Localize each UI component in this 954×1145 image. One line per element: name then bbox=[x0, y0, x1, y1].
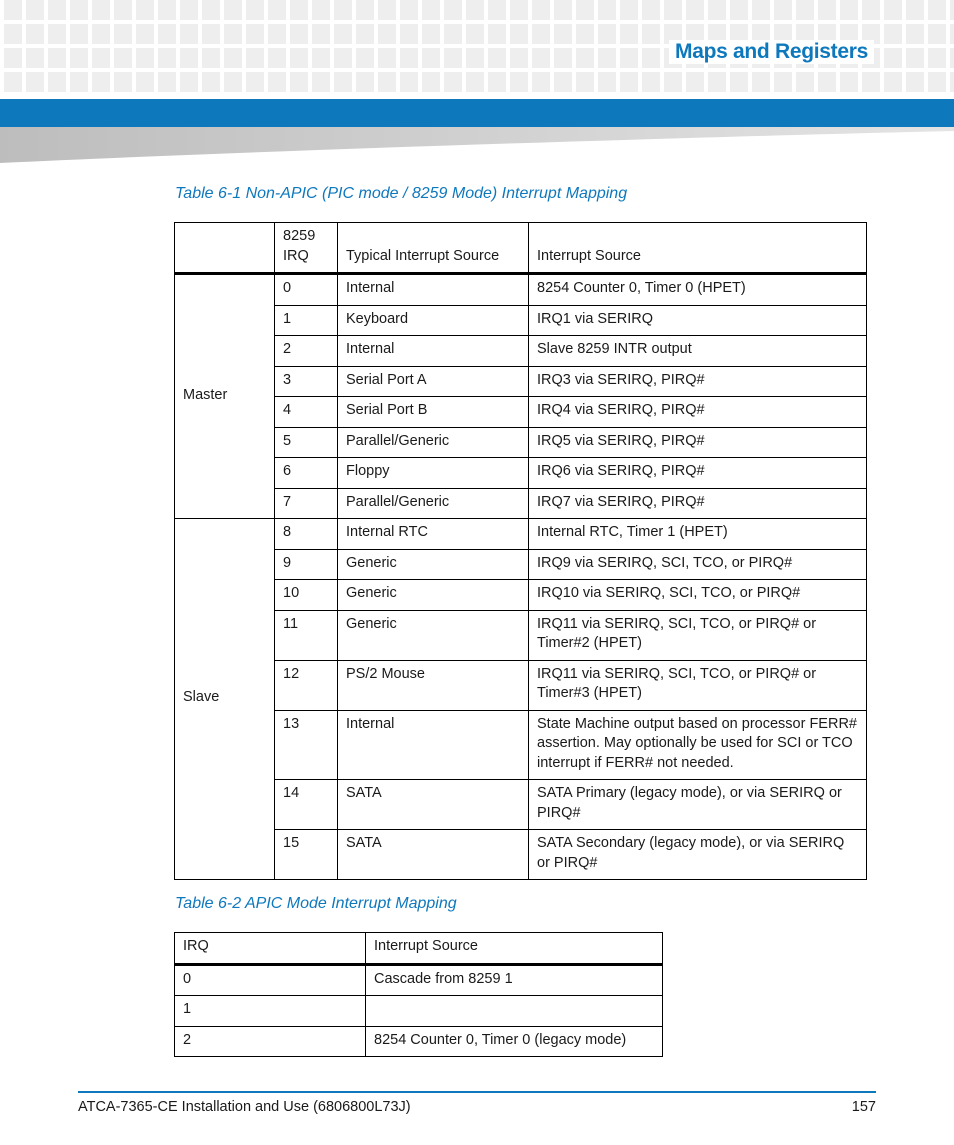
table-row bbox=[175, 580, 867, 611]
typical-source-cell: Internal RTC bbox=[338, 519, 529, 550]
group-cell-slave: Slave bbox=[175, 519, 275, 880]
table-header-row bbox=[175, 933, 663, 965]
table-row bbox=[175, 780, 867, 830]
typical-source-cell: SATA bbox=[338, 780, 529, 830]
table-row bbox=[175, 996, 663, 1027]
table-row bbox=[175, 830, 867, 880]
source-cell: IRQ5 via SERIRQ, PIRQ# bbox=[529, 427, 867, 458]
table-row bbox=[175, 549, 867, 580]
source-cell: 8254 Counter 0, Timer 0 (legacy mode) bbox=[366, 1026, 663, 1057]
table-row bbox=[175, 305, 867, 336]
header-band bbox=[0, 99, 954, 127]
irq-cell: 13 bbox=[275, 710, 338, 780]
source-cell: 8254 Counter 0, Timer 0 (HPET) bbox=[529, 274, 867, 306]
table-row bbox=[175, 274, 867, 306]
apic-mapping-table bbox=[174, 932, 663, 1057]
typical-source-cell: SATA bbox=[338, 830, 529, 880]
table-row bbox=[175, 397, 867, 428]
source-cell: IRQ9 via SERIRQ, SCI, TCO, or PIRQ# bbox=[529, 549, 867, 580]
irq-cell: 14 bbox=[275, 780, 338, 830]
table-row bbox=[175, 488, 867, 519]
table-row bbox=[175, 458, 867, 489]
header-swoosh bbox=[0, 127, 954, 165]
page-section-title: Maps and Registers bbox=[669, 40, 874, 64]
typical-source-cell: Floppy bbox=[338, 458, 529, 489]
source-cell: SATA Secondary (legacy mode), or via SERIRQ or PIRQ# bbox=[529, 830, 867, 880]
table-row bbox=[175, 366, 867, 397]
table-row bbox=[175, 1026, 663, 1057]
irq-cell: 1 bbox=[175, 996, 366, 1027]
column-header bbox=[175, 223, 275, 274]
footer-doc-title: ATCA-7365-CE Installation and Use (6806800L73J) bbox=[78, 1099, 411, 1115]
table-row bbox=[175, 336, 867, 367]
table1-caption: Table 6-1 Non-APIC (PIC mode / 8259 Mode) Interrupt Mapping bbox=[175, 185, 628, 202]
irq-cell: 9 bbox=[275, 549, 338, 580]
typical-source-cell: Internal bbox=[338, 336, 529, 367]
source-cell: Slave 8259 INTR output bbox=[529, 336, 867, 367]
typical-source-cell: Serial Port B bbox=[338, 397, 529, 428]
typical-source-cell: Generic bbox=[338, 580, 529, 611]
irq-cell: 8 bbox=[275, 519, 338, 550]
table2-caption: Table 6-2 APIC Mode Interrupt Mapping bbox=[175, 895, 457, 912]
source-cell: IRQ7 via SERIRQ, PIRQ# bbox=[529, 488, 867, 519]
column-header: IRQ bbox=[175, 933, 366, 965]
typical-source-cell: Parallel/Generic bbox=[338, 488, 529, 519]
footer-divider bbox=[78, 1091, 876, 1093]
source-cell: IRQ4 via SERIRQ, PIRQ# bbox=[529, 397, 867, 428]
typical-source-cell: PS/2 Mouse bbox=[338, 660, 529, 710]
table-row bbox=[175, 519, 867, 550]
column-header: Interrupt Source bbox=[366, 933, 663, 965]
table-header-row bbox=[175, 223, 867, 274]
source-cell: Internal RTC, Timer 1 (HPET) bbox=[529, 519, 867, 550]
irq-cell: 4 bbox=[275, 397, 338, 428]
column-header: Interrupt Source bbox=[529, 223, 867, 274]
group-cell-master: Master bbox=[175, 274, 275, 519]
source-cell: IRQ10 via SERIRQ, SCI, TCO, or PIRQ# bbox=[529, 580, 867, 611]
irq-cell: 2 bbox=[275, 336, 338, 367]
table-row bbox=[175, 710, 867, 780]
source-cell: IRQ11 via SERIRQ, SCI, TCO, or PIRQ# or Timer#3 (HPET) bbox=[529, 660, 867, 710]
source-cell: IRQ11 via SERIRQ, SCI, TCO, or PIRQ# or Timer#2 (HPET) bbox=[529, 610, 867, 660]
source-cell: IRQ6 via SERIRQ, PIRQ# bbox=[529, 458, 867, 489]
irq-cell: 5 bbox=[275, 427, 338, 458]
source-cell: State Machine output based on processor FERR# assertion. May optionally be used for SCI or TCO interrupt if FERR# not needed. bbox=[529, 710, 867, 780]
irq-cell: 11 bbox=[275, 610, 338, 660]
table-row bbox=[175, 660, 867, 710]
typical-source-cell: Keyboard bbox=[338, 305, 529, 336]
column-header: Typical Interrupt Source bbox=[338, 223, 529, 274]
footer-page-number: 157 bbox=[851, 1099, 876, 1115]
source-cell bbox=[366, 996, 663, 1027]
irq-cell: 12 bbox=[275, 660, 338, 710]
typical-source-cell: Generic bbox=[338, 610, 529, 660]
irq-cell: 10 bbox=[275, 580, 338, 611]
typical-source-cell: Internal bbox=[338, 274, 529, 306]
irq-cell: 15 bbox=[275, 830, 338, 880]
table-row bbox=[175, 610, 867, 660]
source-cell: Cascade from 8259 1 bbox=[366, 964, 663, 996]
source-cell: IRQ3 via SERIRQ, PIRQ# bbox=[529, 366, 867, 397]
table-row bbox=[175, 427, 867, 458]
typical-source-cell: Generic bbox=[338, 549, 529, 580]
irq-cell: 2 bbox=[175, 1026, 366, 1057]
source-cell: SATA Primary (legacy mode), or via SERIRQ or PIRQ# bbox=[529, 780, 867, 830]
typical-source-cell: Parallel/Generic bbox=[338, 427, 529, 458]
irq-cell: 1 bbox=[275, 305, 338, 336]
irq-cell: 6 bbox=[275, 458, 338, 489]
typical-source-cell: Serial Port A bbox=[338, 366, 529, 397]
irq-cell: 7 bbox=[275, 488, 338, 519]
typical-source-cell: Internal bbox=[338, 710, 529, 780]
source-cell: IRQ1 via SERIRQ bbox=[529, 305, 867, 336]
column-header: 8259 IRQ bbox=[275, 223, 338, 274]
irq-cell: 0 bbox=[175, 964, 366, 996]
irq-cell: 3 bbox=[275, 366, 338, 397]
irq-cell: 0 bbox=[275, 274, 338, 306]
irq-mapping-table bbox=[174, 222, 867, 880]
table-row bbox=[175, 964, 663, 996]
